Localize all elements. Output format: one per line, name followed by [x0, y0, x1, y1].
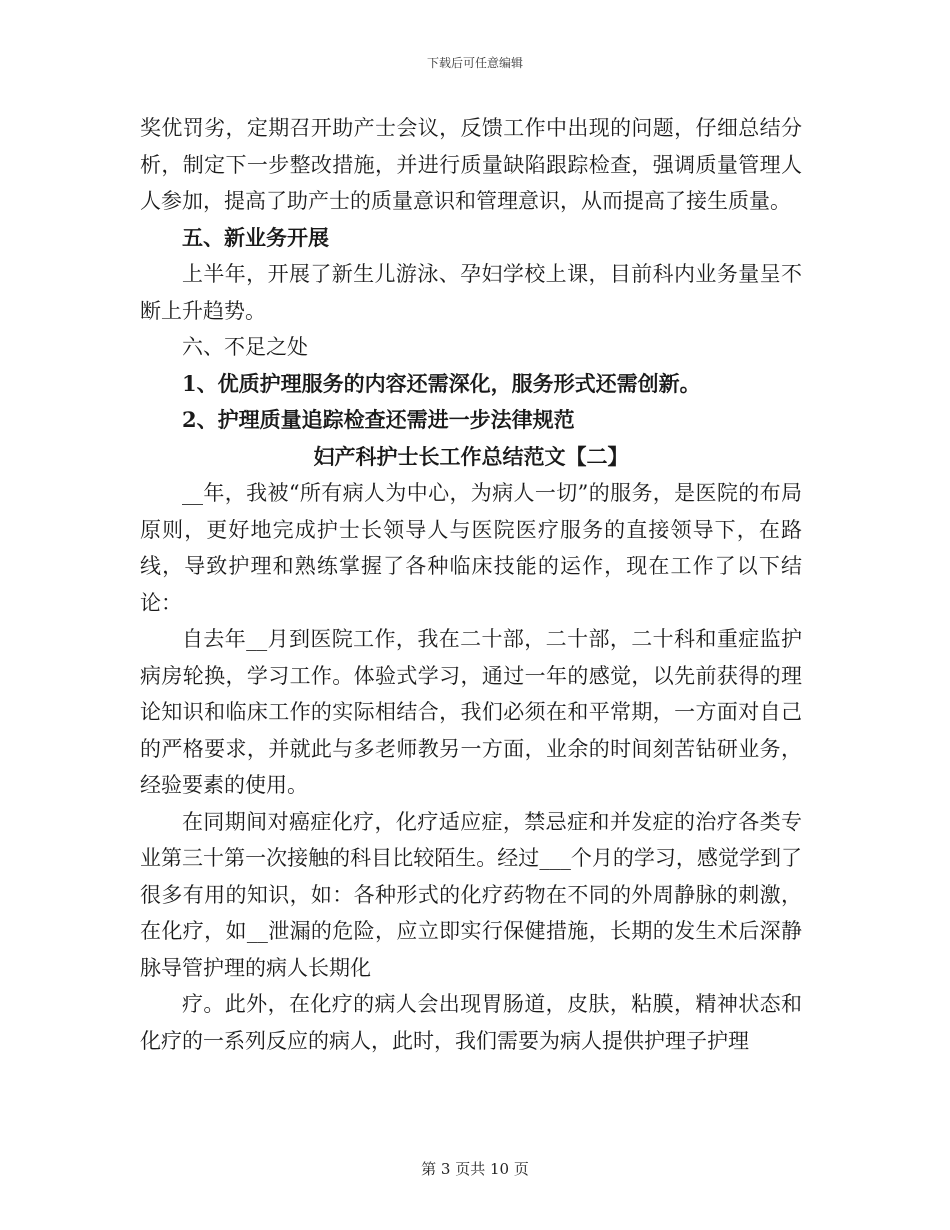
paragraph-chemotherapy-care: 疗。此外，在化疗的病人会出现胃肠道，皮肤，粘膜，精神状态和化疗的一系列反应的病人，此时，我们需要为病人提供护理子护理 [140, 992, 802, 1053]
section-heading-shortcomings: 六、不足之处 [182, 335, 308, 359]
paragraph-intro: __年，我被“所有病人为中心，为病人一切”的服务，是医院的布局原则，更好地完成护士长领导人与医院医疗服务的直接领导下，在路线，导致护理和熟练掌握了各种临床技能的运作，现在工作了以下结论： [140, 481, 802, 615]
paragraph-chemotherapy-learning: 在同期间对癌症化疗，化疗适应症，禁忌症和并发症的治疗各类专业第三十第一次接触的科目比较陌生。经过___个月的学习，感觉学到了很多有用的知识，如：各种形式的化疗药物在不同的外周静脉的刺激，在化疗，如__泄漏的危险，应立即实行保健措施，长期的发生术后深静脉导管护理的病人长期化 [140, 809, 802, 980]
paragraph-work-experience: 自去年__月到医院工作，我在二十部，二十部，二十科和重症监护病房轮换，学习工作。体验式学习，通过一年的感觉，以先前获得的理论知识和临床工作的实际相结合，我们必须在和平常期，一方面对自己的严格要求，并就此与多老师教另一方面，业余的时间刻苦钻研业务，经验要素的使用。 [140, 627, 802, 797]
document-title: 妇产科护士长工作总结范文【二】 [313, 443, 629, 469]
shortcoming-item-2: 2、护理质量追踪检查还需进一步法律规范 [182, 407, 575, 432]
paragraph-new-business: 上半年，开展了新生儿游泳、孕妇学校上课，目前科内业务量呈不断上升趋势。 [140, 262, 802, 323]
paragraph-quality-management: 奖优罚劣，定期召开助产士会议，反馈工作中出现的问题，仔细总结分析，制定下一步整改措施，并进行质量缺陷跟踪检查，强调质量管理人人参加，提高了助产士的质量意识和管理意识，从而提高了接生质量。 [140, 116, 802, 213]
page-footer: 第 3 页共 10 页 [421, 1160, 529, 1178]
document-body [140, 110, 802, 1059]
page-header: 下载后可任意编辑 [426, 56, 523, 70]
section-heading-new-business: 五、新业务开展 [182, 224, 329, 250]
shortcoming-item-1: 1、优质护理服务的内容还需深化，服务形式还需创新。 [182, 370, 701, 396]
